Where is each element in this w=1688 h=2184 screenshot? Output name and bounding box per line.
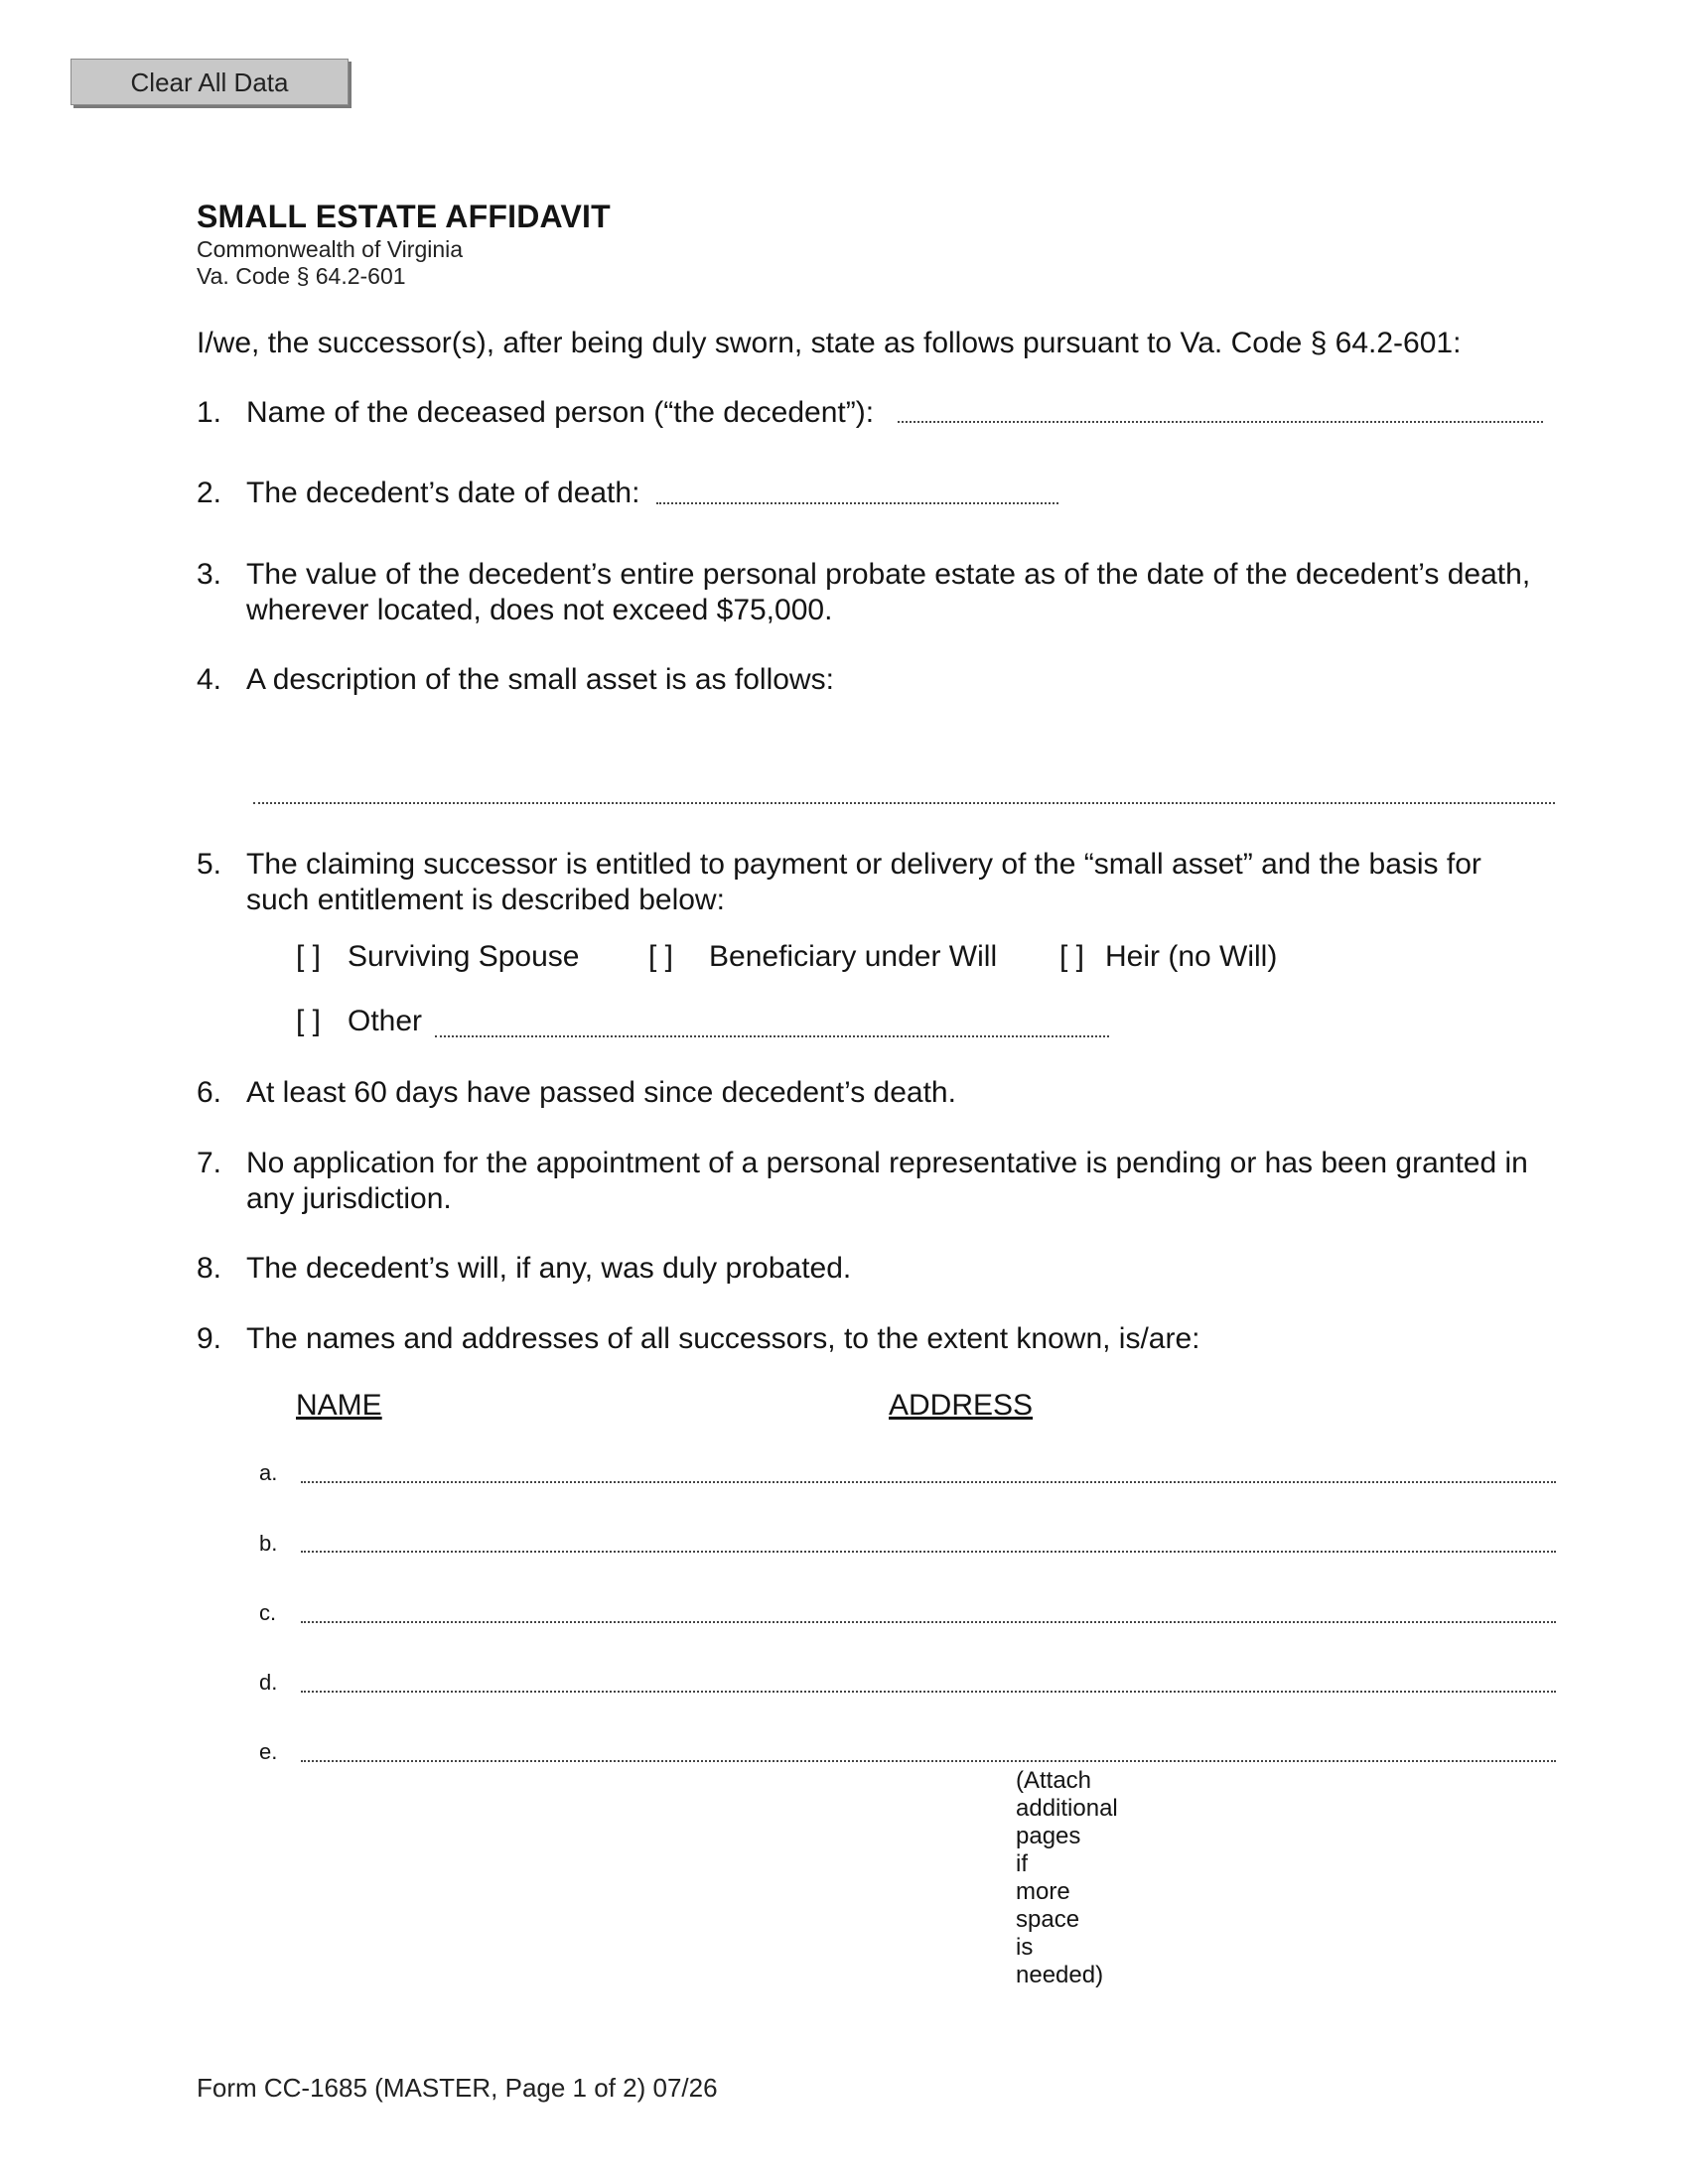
item-1-number: 1. (197, 396, 222, 429)
decedent-name-line (898, 421, 1543, 423)
other-basis-line (435, 1035, 1109, 1037)
surviving-spouse-checkbox[interactable]: [ ] (296, 940, 322, 973)
item-5-line-2: such entitlement is described below: (246, 884, 725, 916)
beneficiary-label: Beneficiary under Will (709, 940, 998, 973)
item-1-text: Name of the deceased person (“the decedent”): (246, 396, 875, 429)
address-column-header: ADDRESS (889, 1389, 1034, 1422)
item-9-number: 9. (197, 1322, 222, 1355)
successor-row-e-field[interactable] (303, 1728, 1554, 1758)
successor-row-d-line (301, 1691, 1556, 1693)
item-7-number: 7. (197, 1147, 222, 1179)
date-of-death-field[interactable] (658, 471, 1055, 500)
other-basis-field[interactable] (437, 1003, 1107, 1032)
successor-row-c-label: c. (259, 1600, 277, 1625)
successor-row-d-label: d. (259, 1670, 278, 1695)
form-title: SMALL ESTATE AFFIDAVIT (197, 199, 611, 234)
item-4-text: A description of the small asset is as follows: (246, 663, 834, 696)
item-6-number: 6. (197, 1076, 222, 1109)
successor-row-a-label: a. (259, 1460, 278, 1485)
other-label: Other (348, 1005, 423, 1037)
successor-row-a-field[interactable] (303, 1449, 1554, 1479)
successor-row-c-line (301, 1621, 1556, 1623)
intro-statement: I/we, the successor(s), after being duly sworn, state as follows pursuant to Va. Code § 64.2-601: (197, 327, 1462, 359)
item-3-line-1: The value of the decedent’s entire personal probate estate as of the date of the decedent’s death, (246, 558, 1531, 591)
successor-row-b-field[interactable] (303, 1519, 1554, 1549)
item-8-number: 8. (197, 1252, 222, 1285)
item-5-line-1: The claiming successor is entitled to payment or delivery of the “small asset” and the basis for (246, 848, 1481, 881)
successor-row-a-line (301, 1481, 1556, 1483)
item-9-text: The names and addresses of all successors, to the extent known, is/are: (246, 1322, 1200, 1355)
heir-checkbox[interactable]: [ ] (1059, 940, 1085, 973)
item-2-number: 2. (197, 477, 222, 509)
item-7-line-2: any jurisdiction. (246, 1182, 452, 1215)
item-7-line-1: No application for the appointment of a personal representative is pending or has been granted in (246, 1147, 1528, 1179)
surviving-spouse-label: Surviving Spouse (348, 940, 580, 973)
successor-row-e-line (301, 1760, 1556, 1762)
date-of-death-line (656, 502, 1058, 504)
asset-description-line (253, 802, 1555, 804)
clear-all-data-button[interactable]: Clear All Data (70, 59, 349, 105)
successor-row-b-label: b. (259, 1531, 278, 1556)
asset-description-field[interactable] (253, 715, 1555, 798)
code-citation: Va. Code § 64.2-601 (197, 263, 406, 289)
jurisdiction-label: Commonwealth of Virginia (197, 236, 464, 262)
form-footer: Form CC-1685 (MASTER, Page 1 of 2) 07/26 (197, 2073, 718, 2103)
successor-row-d-field[interactable] (303, 1659, 1554, 1689)
item-5-number: 5. (197, 848, 222, 881)
beneficiary-checkbox[interactable]: [ ] (648, 940, 674, 973)
item-6-text: At least 60 days have passed since decedent’s death. (246, 1076, 956, 1109)
successor-row-e-label: e. (259, 1739, 278, 1764)
name-column-header: NAME (296, 1389, 382, 1422)
item-3-line-2: wherever located, does not exceed $75,000. (246, 594, 833, 626)
item-2-text: The decedent’s date of death: (246, 477, 640, 509)
item-4-number: 4. (197, 663, 222, 696)
heir-label: Heir (no Will) (1105, 940, 1278, 973)
item-3-number: 3. (197, 558, 222, 591)
successor-row-b-line (301, 1551, 1556, 1553)
decedent-name-field[interactable] (900, 389, 1541, 419)
other-checkbox[interactable]: [ ] (296, 1005, 322, 1037)
item-8-text: The decedent’s will, if any, was duly probated. (246, 1252, 852, 1285)
successor-row-c-field[interactable] (303, 1589, 1554, 1619)
